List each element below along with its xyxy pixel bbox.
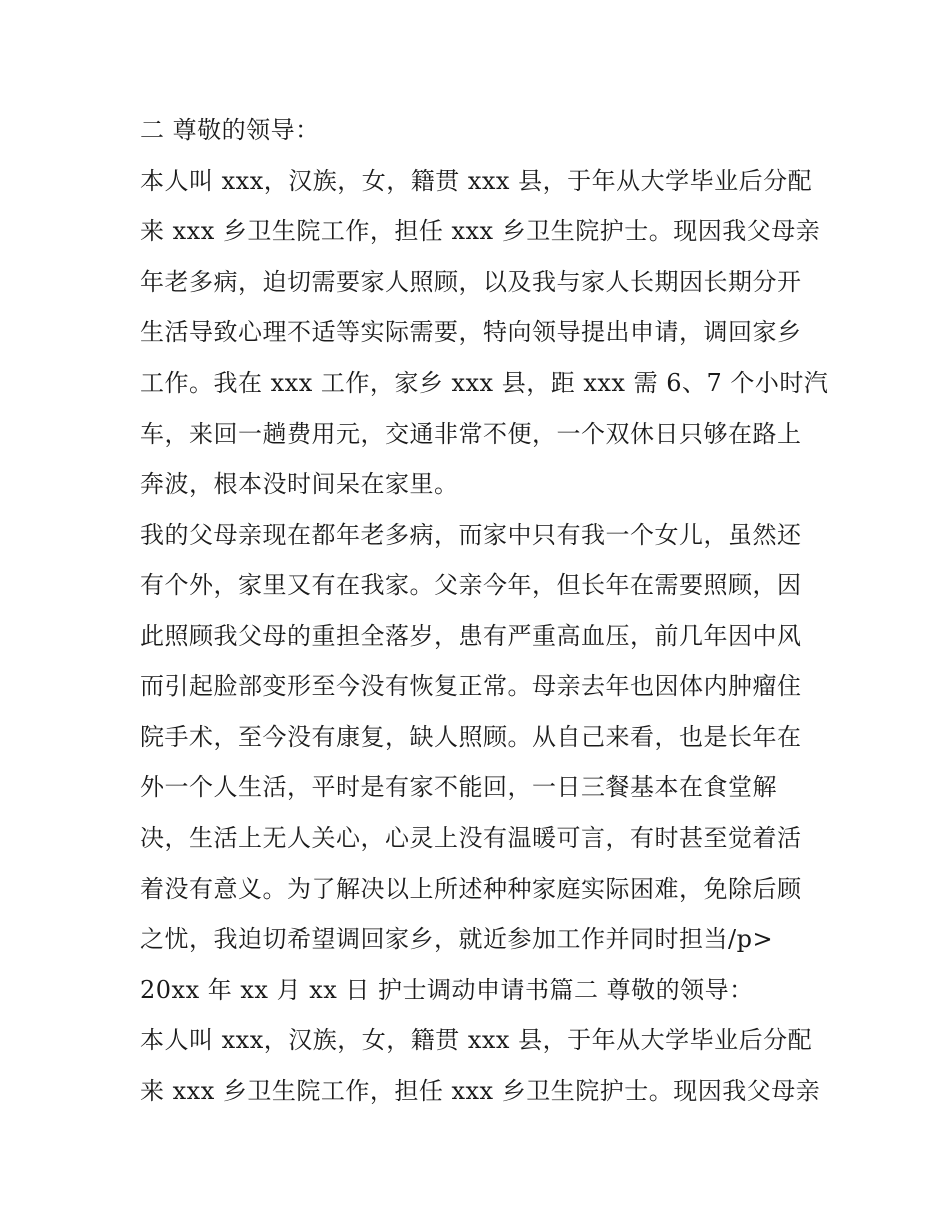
text-line: 工作。我在 xxx 工作，家乡 xxx 县，距 xxx 需 6、7 个小时汽 [140,369,829,397]
text-line: 20xx 年 xx 月 xx 日 护士调动申请书篇二 尊敬的领导： [140,976,754,1004]
text-line: 而引起脸部变形至今没有恢复正常。母亲去年也因体内肿瘤住 [140,672,802,700]
text-line: 年老多病，迫切需要家人照顾，以及我与家人长期因长期分开 [140,268,802,296]
text-line: 院手术，至今没有康复，缺人照顾。从自己来看，也是长年在 [140,723,802,751]
text-line: 此照顾我父母的重担全落岁，患有严重高血压，前几年因中风 [140,622,802,650]
text-line: 来 xxx 乡卫生院工作，担任 xxx 乡卫生院护士。现因我父母亲 [140,1077,821,1105]
text-line: 二 尊敬的领导： [140,116,320,144]
text-line: 车，来回一趟费用元，交通非常不便，一个双休日只够在路上 [140,420,802,448]
text-line: 本人叫 xxx，汉族，女，籍贯 xxx 县，于年从大学毕业后分配 [140,167,813,195]
text-line: 奔波，根本没时间呆在家里。 [140,470,459,498]
text-line: 来 xxx 乡卫生院工作，担任 xxx 乡卫生院护士。现因我父母亲 [140,217,821,245]
text-line: 之忧，我迫切希望调回家乡，就近参加工作并同时担当/p> [140,925,774,953]
text-line: 有个外，家里又有在我家。父亲今年，但长年在需要照顾，因 [140,571,802,599]
text-line: 决，生活上无人关心，心灵上没有温暖可言，有时甚至觉着活 [140,824,802,852]
text-line: 外一个人生活，平时是有家不能回，一日三餐基本在食堂解 [140,773,777,801]
text-line: 本人叫 xxx，汉族，女，籍贯 xxx 县，于年从大学毕业后分配 [140,1026,813,1054]
text-line: 我的父母亲现在都年老多病，而家中只有我一个女儿，虽然还 [140,521,802,549]
text-line: 生活导致心理不适等实际需要，特向领导提出申请，调回家乡 [140,318,802,346]
text-line: 着没有意义。为了解决以上所述种种家庭实际困难，免除后顾 [140,875,802,903]
